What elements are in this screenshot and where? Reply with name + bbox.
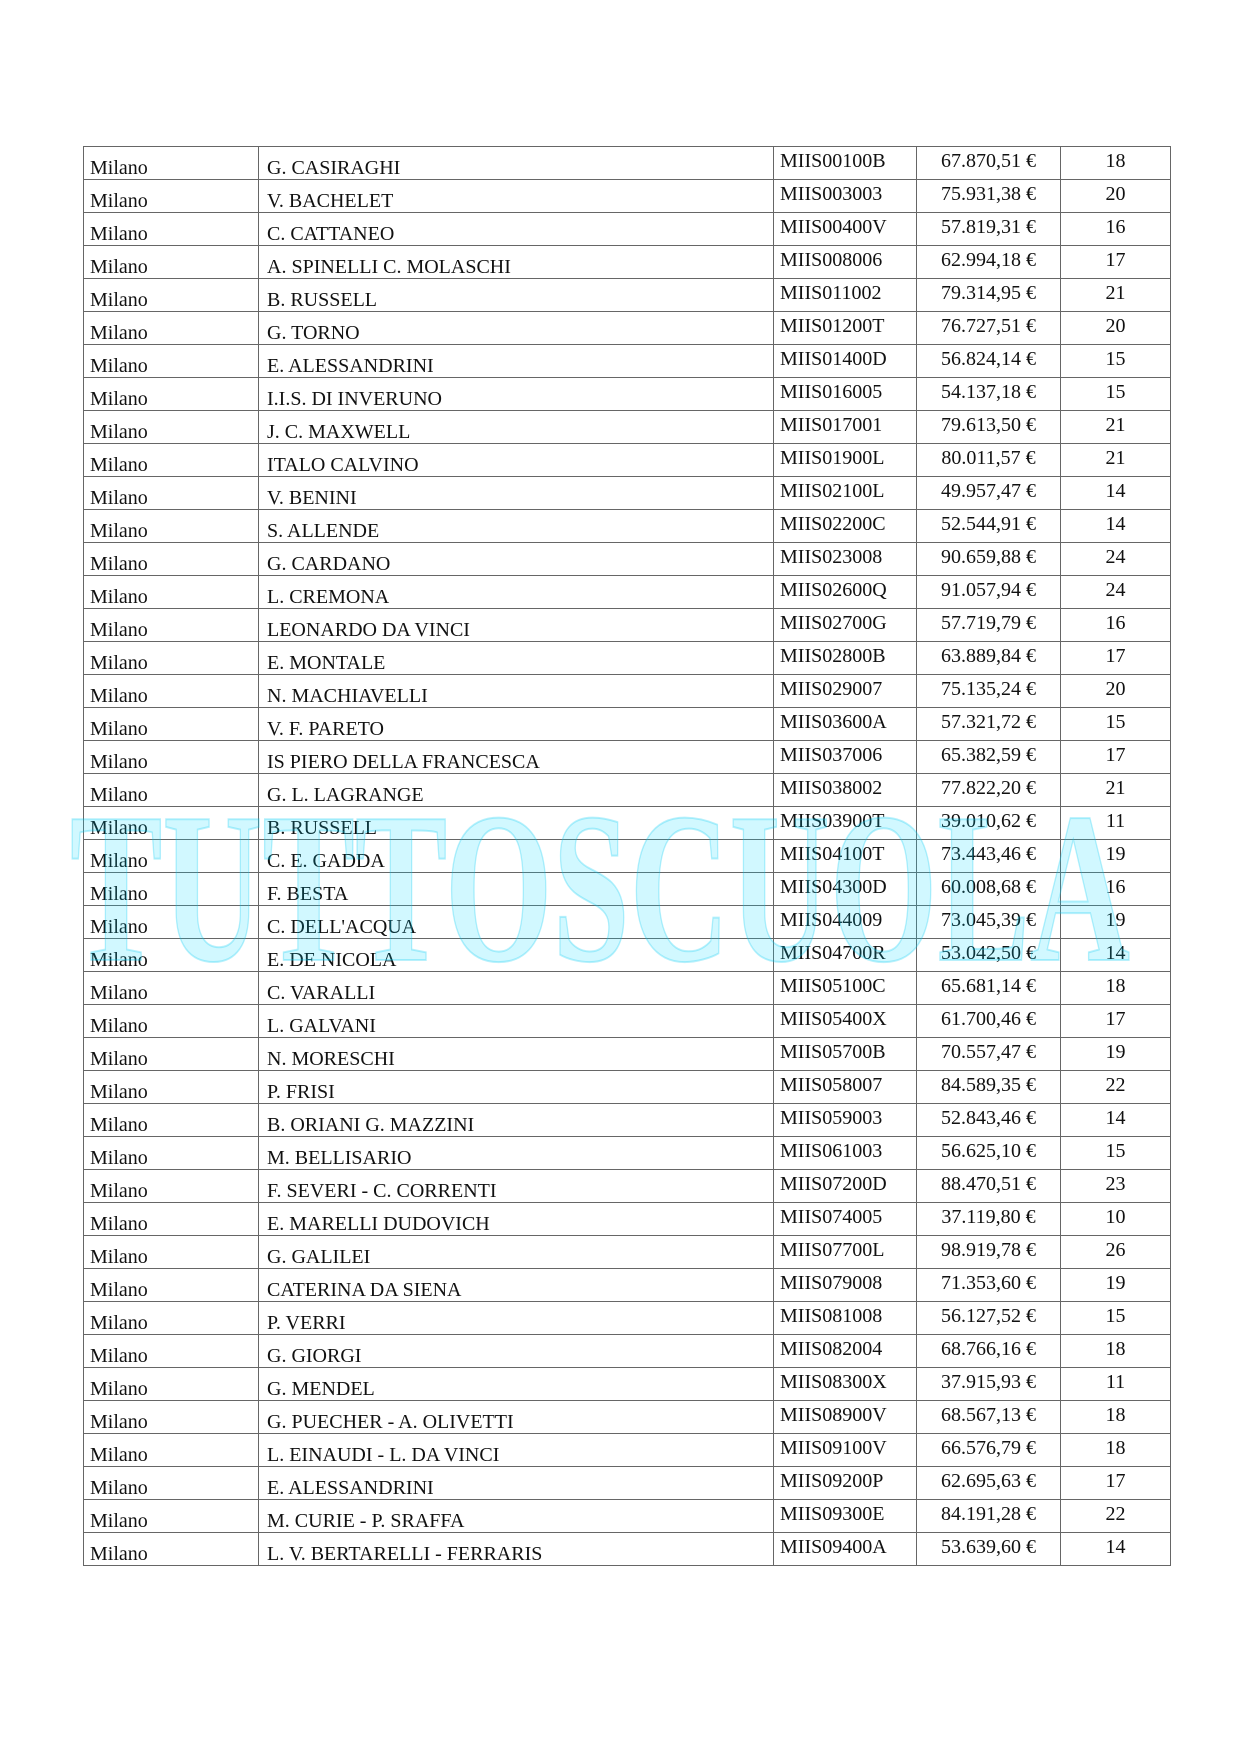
table-row	[84, 1533, 1171, 1566]
cell-amount: 79.613,50 €	[917, 411, 1061, 444]
cell-amount: 80.011,57 €	[917, 444, 1061, 477]
cell-count: 21	[1061, 279, 1171, 312]
cell-amount: 53.042,50 €	[917, 939, 1061, 972]
cell-amount: 67.870,51 €	[917, 147, 1061, 180]
cell-count: 11	[1061, 1368, 1171, 1401]
cell-school-code: MIIS038002	[774, 774, 917, 807]
cell-school-code: MIIS016005	[774, 378, 917, 411]
cell-count: 16	[1061, 609, 1171, 642]
cell-school-name: J. C. MAXWELL	[259, 411, 774, 444]
cell-count: 20	[1061, 312, 1171, 345]
cell-amount: 76.727,51 €	[917, 312, 1061, 345]
cell-school-name: C. DELL'ACQUA	[259, 906, 774, 939]
cell-city: Milano	[84, 708, 259, 741]
table-row	[84, 1236, 1171, 1269]
cell-school-code: MIIS04300D	[774, 873, 917, 906]
cell-school-name: E. MONTALE	[259, 642, 774, 675]
cell-school-name: S. ALLENDE	[259, 510, 774, 543]
cell-count: 16	[1061, 873, 1171, 906]
cell-city: Milano	[84, 444, 259, 477]
cell-amount: 70.557,47 €	[917, 1038, 1061, 1071]
cell-city: Milano	[84, 1170, 259, 1203]
cell-amount: 68.766,16 €	[917, 1335, 1061, 1368]
cell-amount: 49.957,47 €	[917, 477, 1061, 510]
cell-school-code: MIIS03600A	[774, 708, 917, 741]
cell-school-code: MIIS003003	[774, 180, 917, 213]
table-row	[84, 1137, 1171, 1170]
cell-count: 17	[1061, 1005, 1171, 1038]
cell-city: Milano	[84, 774, 259, 807]
cell-count: 19	[1061, 906, 1171, 939]
cell-amount: 61.700,46 €	[917, 1005, 1061, 1038]
cell-school-code: MIIS08900V	[774, 1401, 917, 1434]
cell-school-name: LEONARDO DA VINCI	[259, 609, 774, 642]
cell-count: 17	[1061, 741, 1171, 774]
cell-school-name: G. PUECHER - A. OLIVETTI	[259, 1401, 774, 1434]
table-row	[84, 1467, 1171, 1500]
cell-count: 15	[1061, 1137, 1171, 1170]
cell-count: 15	[1061, 378, 1171, 411]
cell-count: 19	[1061, 1269, 1171, 1302]
table-row	[84, 1434, 1171, 1467]
cell-amount: 52.843,46 €	[917, 1104, 1061, 1137]
cell-count: 17	[1061, 246, 1171, 279]
cell-amount: 75.931,38 €	[917, 180, 1061, 213]
cell-amount: 68.567,13 €	[917, 1401, 1061, 1434]
cell-amount: 65.681,14 €	[917, 972, 1061, 1005]
cell-count: 22	[1061, 1071, 1171, 1104]
cell-school-name: A. SPINELLI C. MOLASCHI	[259, 246, 774, 279]
cell-count: 14	[1061, 1104, 1171, 1137]
cell-school-code: MIIS05100C	[774, 972, 917, 1005]
cell-amount: 65.382,59 €	[917, 741, 1061, 774]
cell-school-code: MIIS01400D	[774, 345, 917, 378]
cell-school-code: MIIS00100B	[774, 147, 917, 180]
cell-school-code: MIIS02800B	[774, 642, 917, 675]
cell-count: 18	[1061, 1434, 1171, 1467]
cell-school-code: MIIS079008	[774, 1269, 917, 1302]
cell-city: Milano	[84, 1203, 259, 1236]
cell-school-code: MIIS05700B	[774, 1038, 917, 1071]
cell-amount: 88.470,51 €	[917, 1170, 1061, 1203]
cell-school-name: L. GALVANI	[259, 1005, 774, 1038]
cell-amount: 56.625,10 €	[917, 1137, 1061, 1170]
cell-amount: 73.443,46 €	[917, 840, 1061, 873]
cell-amount: 37.119,80 €	[917, 1203, 1061, 1236]
cell-school-name: P. VERRI	[259, 1302, 774, 1335]
cell-school-code: MIIS082004	[774, 1335, 917, 1368]
cell-count: 16	[1061, 213, 1171, 246]
cell-count: 19	[1061, 1038, 1171, 1071]
cell-city: Milano	[84, 1104, 259, 1137]
cell-school-name: P. FRISI	[259, 1071, 774, 1104]
cell-school-code: MIIS011002	[774, 279, 917, 312]
cell-school-name: V. BACHELET	[259, 180, 774, 213]
cell-city: Milano	[84, 972, 259, 1005]
cell-city: Milano	[84, 1434, 259, 1467]
table-row	[84, 1335, 1171, 1368]
cell-school-code: MIIS074005	[774, 1203, 917, 1236]
cell-school-code: MIIS008006	[774, 246, 917, 279]
cell-school-name: G. GALILEI	[259, 1236, 774, 1269]
table-row	[84, 1401, 1171, 1434]
cell-count: 10	[1061, 1203, 1171, 1236]
cell-count: 15	[1061, 708, 1171, 741]
table-row	[84, 510, 1171, 543]
cell-city: Milano	[84, 741, 259, 774]
cell-school-name: G. GIORGI	[259, 1335, 774, 1368]
cell-city: Milano	[84, 675, 259, 708]
table-row	[84, 675, 1171, 708]
cell-school-code: MIIS09100V	[774, 1434, 917, 1467]
table-row	[84, 939, 1171, 972]
cell-count: 24	[1061, 576, 1171, 609]
cell-count: 23	[1061, 1170, 1171, 1203]
cell-school-name: N. MORESCHI	[259, 1038, 774, 1071]
cell-city: Milano	[84, 1500, 259, 1533]
cell-count: 18	[1061, 972, 1171, 1005]
cell-amount: 84.589,35 €	[917, 1071, 1061, 1104]
cell-school-code: MIIS029007	[774, 675, 917, 708]
table-row	[84, 1368, 1171, 1401]
table-row	[84, 1302, 1171, 1335]
cell-count: 22	[1061, 1500, 1171, 1533]
cell-school-code: MIIS01900L	[774, 444, 917, 477]
cell-city: Milano	[84, 1236, 259, 1269]
cell-city: Milano	[84, 147, 259, 180]
cell-city: Milano	[84, 609, 259, 642]
table-row	[84, 477, 1171, 510]
cell-amount: 77.822,20 €	[917, 774, 1061, 807]
table-row	[84, 1269, 1171, 1302]
cell-count: 14	[1061, 477, 1171, 510]
cell-amount: 53.639,60 €	[917, 1533, 1061, 1566]
cell-count: 17	[1061, 642, 1171, 675]
cell-amount: 52.544,91 €	[917, 510, 1061, 543]
cell-school-code: MIIS08300X	[774, 1368, 917, 1401]
table-row	[84, 609, 1171, 642]
cell-city: Milano	[84, 642, 259, 675]
cell-city: Milano	[84, 1038, 259, 1071]
cell-count: 18	[1061, 1335, 1171, 1368]
table-row	[84, 279, 1171, 312]
cell-school-name: I.I.S. DI INVERUNO	[259, 378, 774, 411]
cell-amount: 73.045,39 €	[917, 906, 1061, 939]
table-row	[84, 213, 1171, 246]
cell-city: Milano	[84, 279, 259, 312]
cell-city: Milano	[84, 840, 259, 873]
cell-school-code: MIIS07200D	[774, 1170, 917, 1203]
watermark-text: TUTTOSCUOLA	[70, 770, 1130, 980]
cell-city: Milano	[84, 510, 259, 543]
table-row	[84, 576, 1171, 609]
cell-city: Milano	[84, 345, 259, 378]
cell-count: 21	[1061, 774, 1171, 807]
cell-school-name: G. MENDEL	[259, 1368, 774, 1401]
table-row	[84, 642, 1171, 675]
cell-city: Milano	[84, 576, 259, 609]
table-row	[84, 543, 1171, 576]
cell-school-code: MIIS02600Q	[774, 576, 917, 609]
cell-city: Milano	[84, 873, 259, 906]
table-row	[84, 411, 1171, 444]
schools-table	[83, 146, 1171, 1566]
cell-city: Milano	[84, 477, 259, 510]
cell-city: Milano	[84, 1335, 259, 1368]
cell-amount: 56.824,14 €	[917, 345, 1061, 378]
cell-amount: 79.314,95 €	[917, 279, 1061, 312]
cell-school-code: MIIS058007	[774, 1071, 917, 1104]
schools-table-body	[84, 147, 1171, 1566]
cell-city: Milano	[84, 1467, 259, 1500]
cell-city: Milano	[84, 378, 259, 411]
cell-amount: 57.321,72 €	[917, 708, 1061, 741]
table-row	[84, 840, 1171, 873]
cell-city: Milano	[84, 1269, 259, 1302]
cell-school-name: F. BESTA	[259, 873, 774, 906]
cell-school-name: C. CATTANEO	[259, 213, 774, 246]
cell-amount: 37.915,93 €	[917, 1368, 1061, 1401]
cell-count: 18	[1061, 1401, 1171, 1434]
cell-count: 15	[1061, 1302, 1171, 1335]
cell-school-name: M. CURIE - P. SRAFFA	[259, 1500, 774, 1533]
table-row	[84, 345, 1171, 378]
cell-school-code: MIIS017001	[774, 411, 917, 444]
table-row	[84, 873, 1171, 906]
cell-city: Milano	[84, 1005, 259, 1038]
cell-amount: 54.137,18 €	[917, 378, 1061, 411]
cell-school-code: MIIS02100L	[774, 477, 917, 510]
cell-school-name: E. DE NICOLA	[259, 939, 774, 972]
cell-amount: 66.576,79 €	[917, 1434, 1061, 1467]
cell-school-code: MIIS081008	[774, 1302, 917, 1335]
cell-amount: 75.135,24 €	[917, 675, 1061, 708]
cell-school-code: MIIS061003	[774, 1137, 917, 1170]
cell-city: Milano	[84, 906, 259, 939]
cell-school-code: MIIS09300E	[774, 1500, 917, 1533]
table-row	[84, 972, 1171, 1005]
cell-count: 14	[1061, 1533, 1171, 1566]
cell-city: Milano	[84, 246, 259, 279]
table-row	[84, 1071, 1171, 1104]
cell-school-name: V. F. PARETO	[259, 708, 774, 741]
cell-city: Milano	[84, 180, 259, 213]
cell-school-name: G. CASIRAGHI	[259, 147, 774, 180]
cell-school-name: G. L. LAGRANGE	[259, 774, 774, 807]
cell-amount: 56.127,52 €	[917, 1302, 1061, 1335]
cell-count: 24	[1061, 543, 1171, 576]
cell-school-name: CATERINA DA SIENA	[259, 1269, 774, 1302]
cell-count: 18	[1061, 147, 1171, 180]
cell-school-name: C. VARALLI	[259, 972, 774, 1005]
cell-school-name: E. MARELLI DUDOVICH	[259, 1203, 774, 1236]
cell-amount: 62.994,18 €	[917, 246, 1061, 279]
cell-city: Milano	[84, 213, 259, 246]
cell-city: Milano	[84, 543, 259, 576]
cell-count: 14	[1061, 510, 1171, 543]
cell-school-code: MIIS044009	[774, 906, 917, 939]
cell-city: Milano	[84, 312, 259, 345]
cell-school-name: F. SEVERI - C. CORRENTI	[259, 1170, 774, 1203]
table-row	[84, 1038, 1171, 1071]
cell-school-name: IS PIERO DELLA FRANCESCA	[259, 741, 774, 774]
table-row	[84, 741, 1171, 774]
cell-amount: 90.659,88 €	[917, 543, 1061, 576]
cell-school-code: MIIS059003	[774, 1104, 917, 1137]
cell-school-code: MIIS04100T	[774, 840, 917, 873]
cell-amount: 84.191,28 €	[917, 1500, 1061, 1533]
cell-school-name: C. E. GADDA	[259, 840, 774, 873]
cell-amount: 91.057,94 €	[917, 576, 1061, 609]
table-row	[84, 1104, 1171, 1137]
cell-amount: 98.919,78 €	[917, 1236, 1061, 1269]
cell-count: 20	[1061, 180, 1171, 213]
cell-school-name: L. EINAUDI - L. DA VINCI	[259, 1434, 774, 1467]
table-row	[84, 312, 1171, 345]
cell-school-name: B. ORIANI G. MAZZINI	[259, 1104, 774, 1137]
cell-amount: 62.695,63 €	[917, 1467, 1061, 1500]
table-row	[84, 378, 1171, 411]
cell-school-name: B. RUSSELL	[259, 807, 774, 840]
cell-school-name: V. BENINI	[259, 477, 774, 510]
cell-count: 19	[1061, 840, 1171, 873]
table-row	[84, 246, 1171, 279]
cell-school-code: MIIS03900T	[774, 807, 917, 840]
cell-school-code: MIIS09200P	[774, 1467, 917, 1500]
cell-school-code: MIIS02200C	[774, 510, 917, 543]
cell-count: 21	[1061, 411, 1171, 444]
cell-amount: 60.008,68 €	[917, 873, 1061, 906]
cell-school-name: E. ALESSANDRINI	[259, 1467, 774, 1500]
table-row	[84, 906, 1171, 939]
table-row	[84, 774, 1171, 807]
cell-city: Milano	[84, 1071, 259, 1104]
cell-school-name: G. CARDANO	[259, 543, 774, 576]
cell-count: 15	[1061, 345, 1171, 378]
cell-count: 14	[1061, 939, 1171, 972]
table-row	[84, 807, 1171, 840]
cell-city: Milano	[84, 1302, 259, 1335]
cell-school-name: M. BELLISARIO	[259, 1137, 774, 1170]
table-row	[84, 444, 1171, 477]
cell-school-code: MIIS07700L	[774, 1236, 917, 1269]
table-row	[84, 708, 1171, 741]
cell-city: Milano	[84, 1401, 259, 1434]
table-row	[84, 1005, 1171, 1038]
cell-count: 11	[1061, 807, 1171, 840]
cell-school-name: N. MACHIAVELLI	[259, 675, 774, 708]
cell-city: Milano	[84, 1368, 259, 1401]
table-row	[84, 147, 1171, 180]
cell-school-name: L. V. BERTARELLI - FERRARIS	[259, 1533, 774, 1566]
table-row	[84, 1500, 1171, 1533]
cell-school-code: MIIS04700R	[774, 939, 917, 972]
cell-school-code: MIIS02700G	[774, 609, 917, 642]
cell-amount: 63.889,84 €	[917, 642, 1061, 675]
table-row	[84, 1203, 1171, 1236]
cell-amount: 57.819,31 €	[917, 213, 1061, 246]
cell-count: 21	[1061, 444, 1171, 477]
cell-city: Milano	[84, 1533, 259, 1566]
table-row	[84, 1170, 1171, 1203]
cell-amount: 39.010,62 €	[917, 807, 1061, 840]
cell-school-code: MIIS037006	[774, 741, 917, 774]
cell-school-name: ITALO CALVINO	[259, 444, 774, 477]
cell-school-name: L. CREMONA	[259, 576, 774, 609]
cell-school-name: B. RUSSELL	[259, 279, 774, 312]
cell-count: 20	[1061, 675, 1171, 708]
cell-count: 17	[1061, 1467, 1171, 1500]
cell-school-name: E. ALESSANDRINI	[259, 345, 774, 378]
cell-amount: 57.719,79 €	[917, 609, 1061, 642]
cell-count: 26	[1061, 1236, 1171, 1269]
cell-school-code: MIIS00400V	[774, 213, 917, 246]
cell-city: Milano	[84, 1137, 259, 1170]
cell-city: Milano	[84, 411, 259, 444]
cell-school-code: MIIS09400A	[774, 1533, 917, 1566]
cell-school-code: MIIS01200T	[774, 312, 917, 345]
cell-city: Milano	[84, 807, 259, 840]
cell-school-code: MIIS023008	[774, 543, 917, 576]
table-row	[84, 180, 1171, 213]
cell-amount: 71.353,60 €	[917, 1269, 1061, 1302]
cell-school-code: MIIS05400X	[774, 1005, 917, 1038]
cell-school-name: G. TORNO	[259, 312, 774, 345]
cell-city: Milano	[84, 939, 259, 972]
